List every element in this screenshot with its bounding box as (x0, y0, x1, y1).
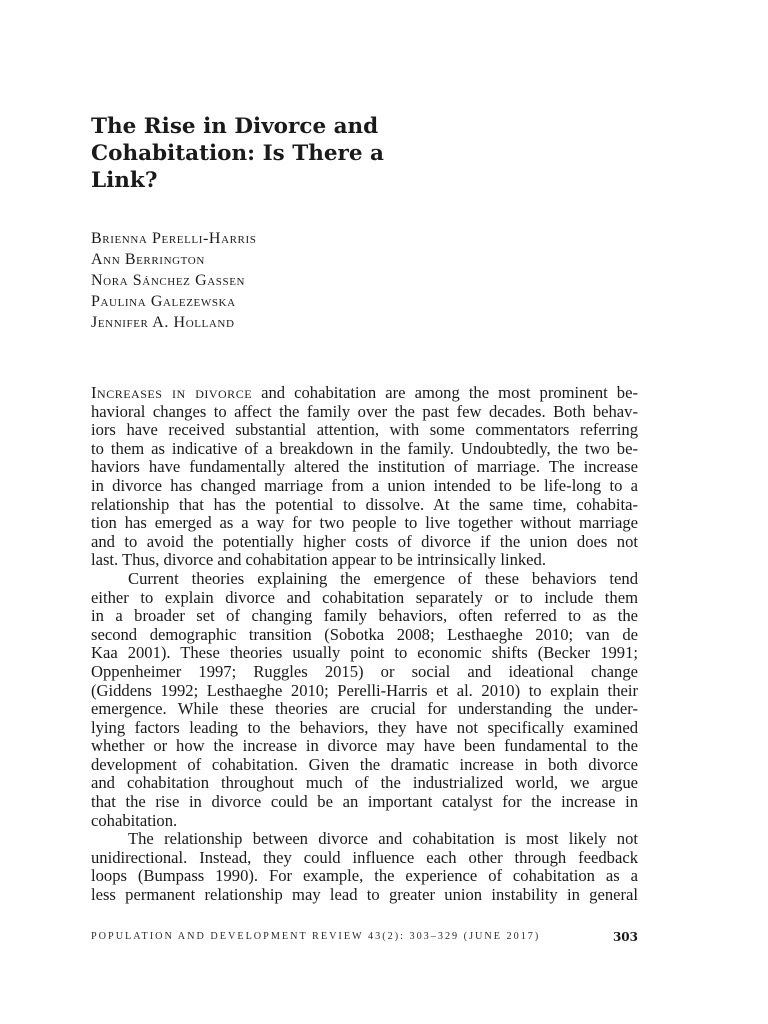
text-span: and cohabitation are among the most prominent be- (252, 383, 638, 402)
text-line: in divorce has changed marriage from a union intended to be life-long to a (91, 475, 638, 495)
author-list (91, 228, 256, 333)
text-line: unidirectional. Instead, they could influence each other through feedback (91, 847, 638, 867)
text-line: havioral changes to affect the family over the past few decades. Both behav- (91, 401, 638, 421)
text-line: less permanent relationship may lead to greater union instability in general (91, 885, 638, 905)
page-number: 303 (612, 930, 638, 944)
text-line: either to explain divorce and cohabitation separately or to include them (91, 587, 638, 607)
text-line: development of cohabitation. Given the dramatic increase in both divorce (91, 754, 638, 774)
text-line: Current theories explaining the emergence of these behaviors tend (128, 568, 638, 588)
text-line: cohabitation. (91, 810, 178, 830)
text-line: in a broader set of changing family behaviors, often referred to as the (91, 606, 638, 626)
author-name: Nora Sánchez Gassen (91, 272, 246, 289)
text-line: The relationship between divorce and cohabitation is most likely not (128, 829, 638, 849)
author-name: Brienna Perelli-Harris (91, 230, 257, 247)
paragraph-3 (91, 830, 638, 904)
text-line: lying factors leading to the behaviors, they have not specifically examined (91, 717, 638, 737)
paragraph-2 (91, 570, 638, 830)
author-name: Paulina Galezewska (91, 293, 236, 310)
article-body (91, 384, 638, 905)
journal-citation: POPULATION AND DEVELOPMENT REVIEW 43(2): 303–329 (JUNE 2017) (91, 931, 541, 942)
text-line (91, 384, 638, 403)
text-line: relationship that has the potential to dissolve. At the same time, cohabita- (91, 494, 638, 514)
text-line: to them as indicative of a breakdown in the family. Undoubtedly, the two be- (91, 438, 638, 458)
author-name: Ann Berrington (91, 251, 205, 268)
page-footer (91, 930, 638, 946)
text-line: last. Thus, divorce and cohabitation appear to be intrinsically linked. (91, 550, 546, 570)
text-line: Oppenheimer 1997; Ruggles 2015) or social and ideational change (91, 661, 638, 681)
article-title: The Rise in Divorce and Cohabitation: Is There a Link? (91, 114, 384, 193)
text-line: Kaa 2001). These theories usually point to economic shifts (Becker 1991; (91, 643, 638, 663)
text-line: and cohabitation throughout much of the industrialized world, we argue (91, 773, 638, 793)
text-line: that the rise in divorce could be an important catalyst for the increase in (91, 792, 638, 812)
text-line: haviors have fundamentally altered the institution of marriage. The increase (91, 457, 638, 477)
text-line: (Giddens 1992; Lesthaeghe 2010; Perelli-Harris et al. 2010) to explain their (91, 680, 638, 700)
lead-in-text: Increases in divorce (91, 383, 253, 402)
text-line: tion has emerged as a way for two people to live together without marriage (91, 513, 638, 533)
text-line: second demographic transition (Sobotka 2008; Lesthaeghe 2010; van de (91, 624, 638, 644)
author-name: Jennifer A. Holland (91, 314, 235, 331)
paragraph-1 (91, 384, 638, 570)
text-line: whether or how the increase in divorce may have been fundamental to the (91, 736, 638, 756)
text-line: and to avoid the potentially higher costs of divorce if the union does not (91, 531, 638, 551)
text-line: iors have received substantial attention, with some commentators referring (91, 420, 638, 440)
text-line: loops (Bumpass 1990). For example, the experience of cohabitation as a (91, 866, 638, 886)
text-line: emergence. While these theories are crucial for understanding the under- (91, 699, 638, 719)
